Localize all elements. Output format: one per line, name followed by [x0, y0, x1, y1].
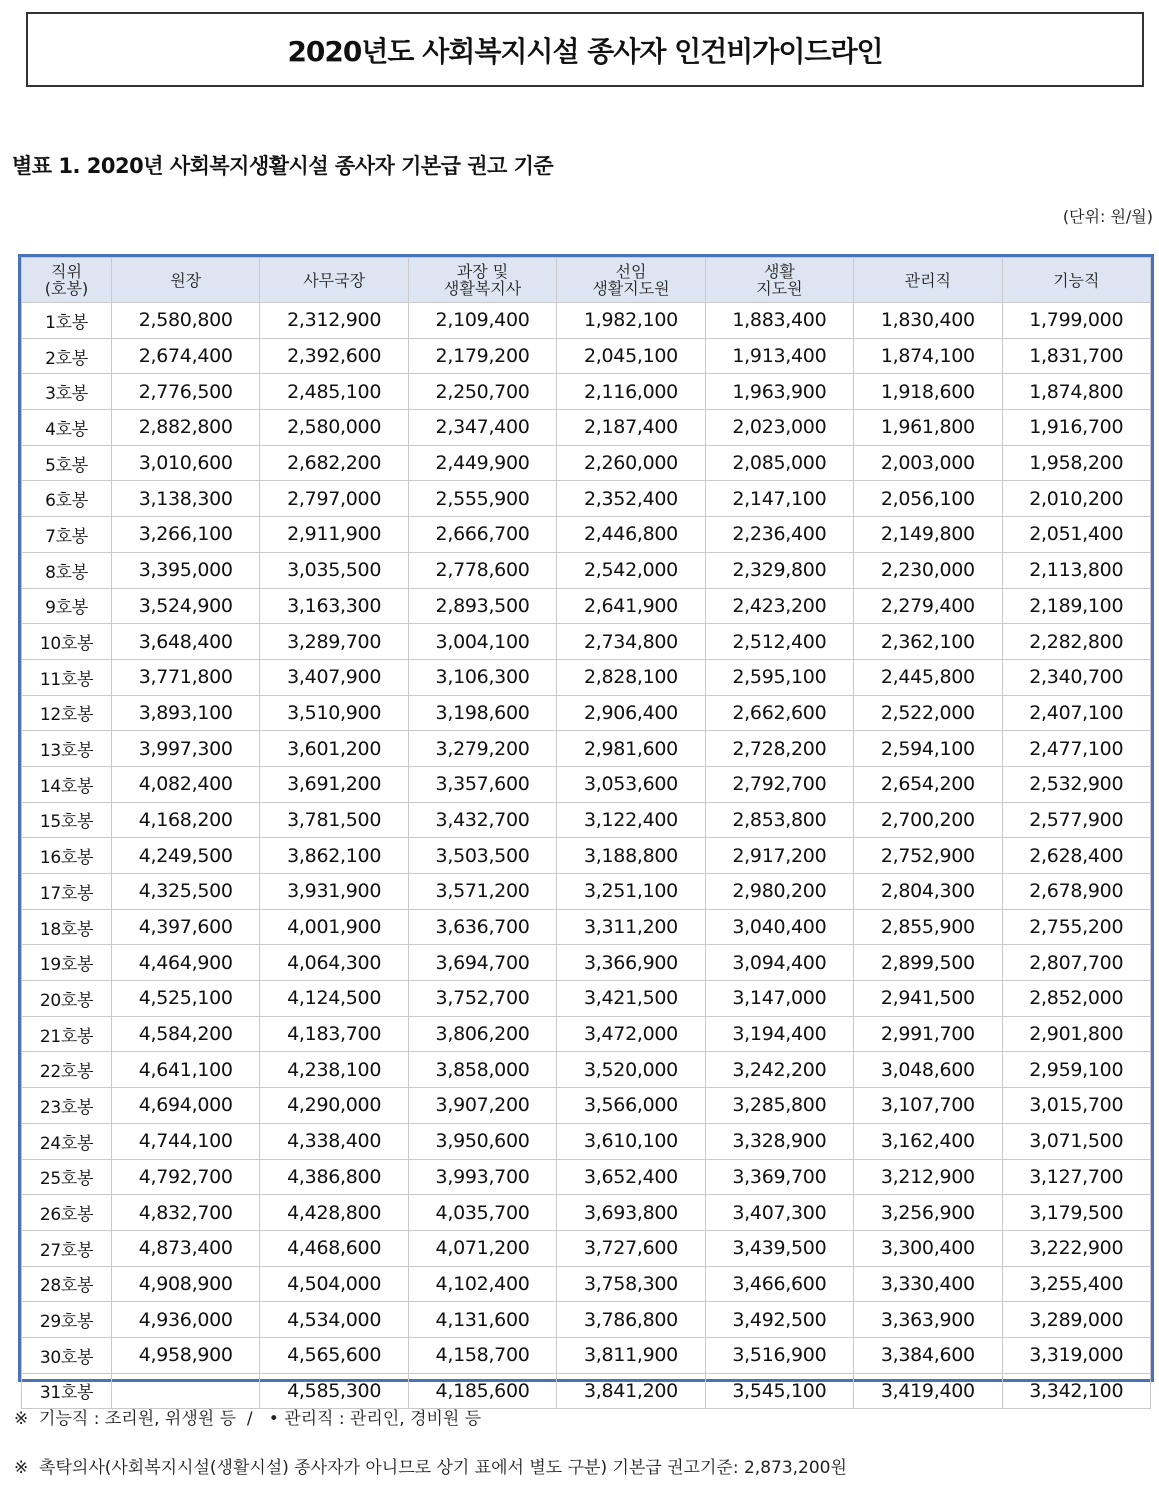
salary-cell: 2,804,300: [854, 874, 1002, 910]
salary-cell: 2,056,100: [854, 481, 1002, 517]
salary-cell: 3,127,700: [1002, 1159, 1150, 1195]
table-caption: 별표 1. 2020년 사회복지생활시설 종사자 기본급 권고 기준: [12, 154, 554, 178]
table-row: [22, 1159, 1151, 1195]
salary-cell: 4,185,600: [408, 1373, 556, 1409]
table-row: [22, 410, 1151, 446]
table-row: [22, 695, 1151, 731]
salary-cell: 3,194,400: [705, 1016, 853, 1052]
salary-cell: 4,325,500: [112, 874, 260, 910]
column-header: 과장 및 생활복지사: [408, 258, 556, 303]
table-row: [22, 374, 1151, 410]
salary-cell: 2,906,400: [557, 695, 705, 731]
salary-cell: 4,584,200: [112, 1016, 260, 1052]
salary-cell: 2,917,200: [705, 838, 853, 874]
salary-cell: 4,936,000: [112, 1302, 260, 1338]
grade-cell: 7호봉: [22, 517, 112, 553]
salary-cell: 4,035,700: [408, 1195, 556, 1231]
salary-cell: 4,792,700: [112, 1159, 260, 1195]
salary-cell: 4,585,300: [260, 1373, 408, 1409]
salary-cell: 4,124,500: [260, 981, 408, 1017]
salary-cell: 3,648,400: [112, 624, 260, 660]
salary-cell: 2,577,900: [1002, 802, 1150, 838]
salary-cell: 3,691,200: [260, 766, 408, 802]
salary-cell: 2,260,000: [557, 445, 705, 481]
salary-cell: 2,051,400: [1002, 517, 1150, 553]
table-row: [22, 624, 1151, 660]
salary-cell: 3,781,500: [260, 802, 408, 838]
unit-label: (단위: 원/월): [1062, 207, 1153, 226]
salary-cell: 3,993,700: [408, 1159, 556, 1195]
salary-cell: 3,366,900: [557, 945, 705, 981]
table-row: [22, 445, 1151, 481]
salary-cell: 3,198,600: [408, 695, 556, 731]
salary-cell: 1,982,100: [557, 303, 705, 339]
grade-cell: 31호봉: [22, 1373, 112, 1409]
table-row: [22, 552, 1151, 588]
salary-cell: 4,873,400: [112, 1230, 260, 1266]
grade-cell: 15호봉: [22, 802, 112, 838]
salary-cell: 2,542,000: [557, 552, 705, 588]
salary-cell: 4,338,400: [260, 1123, 408, 1159]
table-row: [22, 945, 1151, 981]
table-row: [22, 1266, 1151, 1302]
salary-cell: 2,797,000: [260, 481, 408, 517]
salary-cell: 3,432,700: [408, 802, 556, 838]
salary-cell: 2,045,100: [557, 338, 705, 374]
grade-cell: 13호봉: [22, 731, 112, 767]
grade-cell: 10호봉: [22, 624, 112, 660]
salary-cell: 4,908,900: [112, 1266, 260, 1302]
salary-cell: 2,752,900: [854, 838, 1002, 874]
grade-cell: 4호봉: [22, 410, 112, 446]
salary-cell: 2,853,800: [705, 802, 853, 838]
salary-cell: 2,023,000: [705, 410, 853, 446]
salary-cell: 2,477,100: [1002, 731, 1150, 767]
salary-cell: 2,580,000: [260, 410, 408, 446]
salary-cell: 3,328,900: [705, 1123, 853, 1159]
salary-cell: 2,147,100: [705, 481, 853, 517]
salary-cell: 2,654,200: [854, 766, 1002, 802]
grade-cell: 9호봉: [22, 588, 112, 624]
salary-cell: 2,446,800: [557, 517, 705, 553]
salary-cell: 4,641,100: [112, 1052, 260, 1088]
salary-cell: 3,407,900: [260, 659, 408, 695]
salary-cell: 2,512,400: [705, 624, 853, 660]
salary-cell: 3,610,100: [557, 1123, 705, 1159]
grade-cell: 12호봉: [22, 695, 112, 731]
salary-cell: 3,503,500: [408, 838, 556, 874]
salary-cell: 3,357,600: [408, 766, 556, 802]
column-header: 사무국장: [260, 258, 408, 303]
salary-cell: 1,831,700: [1002, 338, 1150, 374]
salary-cell: 4,001,900: [260, 909, 408, 945]
salary-cell: 2,991,700: [854, 1016, 1002, 1052]
salary-cell: 4,102,400: [408, 1266, 556, 1302]
table-row: [22, 338, 1151, 374]
grade-cell: 30호봉: [22, 1337, 112, 1373]
salary-cell: 2,003,000: [854, 445, 1002, 481]
salary-cell: 2,807,700: [1002, 945, 1150, 981]
salary-cell: 3,636,700: [408, 909, 556, 945]
salary-cell: 2,279,400: [854, 588, 1002, 624]
salary-cell: 2,113,800: [1002, 552, 1150, 588]
salary-cell: 2,755,200: [1002, 909, 1150, 945]
salary-cell: 4,565,600: [260, 1337, 408, 1373]
salary-cell: 4,071,200: [408, 1230, 556, 1266]
salary-cell: 3,256,900: [854, 1195, 1002, 1231]
grade-cell: 27호봉: [22, 1230, 112, 1266]
salary-cell: 3,752,700: [408, 981, 556, 1017]
salary-cell: 2,189,100: [1002, 588, 1150, 624]
table-row: [22, 659, 1151, 695]
salary-cell: 4,238,100: [260, 1052, 408, 1088]
salary-cell: 3,094,400: [705, 945, 853, 981]
table-row: [22, 731, 1151, 767]
salary-cell: 1,961,800: [854, 410, 1002, 446]
salary-cell: 2,250,700: [408, 374, 556, 410]
salary-cell: 3,997,300: [112, 731, 260, 767]
column-header: 생활 지도원: [705, 258, 853, 303]
salary-cell: 3,289,700: [260, 624, 408, 660]
salary-cell: 3,545,100: [705, 1373, 853, 1409]
salary-cell: 3,516,900: [705, 1337, 853, 1373]
salary-cell: 2,662,600: [705, 695, 853, 731]
salary-cell: 3,472,000: [557, 1016, 705, 1052]
table-row: [22, 1230, 1151, 1266]
table-row: [22, 1123, 1151, 1159]
salary-cell: 2,109,400: [408, 303, 556, 339]
salary-cell: 2,776,500: [112, 374, 260, 410]
salary-cell: 1,883,400: [705, 303, 853, 339]
salary-cell: 2,532,900: [1002, 766, 1150, 802]
salary-cell: 3,188,800: [557, 838, 705, 874]
salary-cell: 3,806,200: [408, 1016, 556, 1052]
salary-cell: 2,179,200: [408, 338, 556, 374]
salary-cell: 1,958,200: [1002, 445, 1150, 481]
salary-cell: 2,595,100: [705, 659, 853, 695]
salary-cell: 2,312,900: [260, 303, 408, 339]
grade-cell: 24호봉: [22, 1123, 112, 1159]
salary-cell: 3,395,000: [112, 552, 260, 588]
salary-cell: 3,004,100: [408, 624, 556, 660]
salary-cell: 4,744,100: [112, 1123, 260, 1159]
salary-cell: 4,958,900: [112, 1337, 260, 1373]
grade-cell: 22호봉: [22, 1052, 112, 1088]
salary-cell: 2,340,700: [1002, 659, 1150, 695]
salary-cell: 3,053,600: [557, 766, 705, 802]
salary-cell: 3,071,500: [1002, 1123, 1150, 1159]
salary-cell: 3,106,300: [408, 659, 556, 695]
salary-cell: 2,674,400: [112, 338, 260, 374]
grade-cell: 19호봉: [22, 945, 112, 981]
salary-cell: 3,242,200: [705, 1052, 853, 1088]
salary-cell: 4,428,800: [260, 1195, 408, 1231]
salary-cell: 2,700,200: [854, 802, 1002, 838]
grade-cell: 6호봉: [22, 481, 112, 517]
salary-cell: 3,841,200: [557, 1373, 705, 1409]
salary-cell: 2,485,100: [260, 374, 408, 410]
salary-cell: 4,290,000: [260, 1088, 408, 1124]
salary-cell: 3,212,900: [854, 1159, 1002, 1195]
salary-cell: 2,445,800: [854, 659, 1002, 695]
salary-cell: 1,874,800: [1002, 374, 1150, 410]
grade-cell: 5호봉: [22, 445, 112, 481]
salary-cell: 4,183,700: [260, 1016, 408, 1052]
salary-cell: 3,330,400: [854, 1266, 1002, 1302]
column-header: 관리직: [854, 258, 1002, 303]
salary-cell: 2,149,800: [854, 517, 1002, 553]
salary-cell: 2,392,600: [260, 338, 408, 374]
salary-cell: 3,163,300: [260, 588, 408, 624]
salary-cell: 3,439,500: [705, 1230, 853, 1266]
salary-cell: 3,520,000: [557, 1052, 705, 1088]
salary-cell: 2,116,000: [557, 374, 705, 410]
salary-cell: 3,010,600: [112, 445, 260, 481]
column-header: 선임 생활지도원: [557, 258, 705, 303]
footnote-job-types: ※ 기능직 : 조리원, 위생원 등 / • 관리직 : 관리인, 경비원 등: [14, 1409, 482, 1429]
salary-cell: 2,352,400: [557, 481, 705, 517]
salary-cell: 2,522,000: [854, 695, 1002, 731]
salary-cell: 1,913,400: [705, 338, 853, 374]
salary-cell: 2,682,200: [260, 445, 408, 481]
salary-cell: 3,285,800: [705, 1088, 853, 1124]
salary-cell: 3,040,400: [705, 909, 853, 945]
grade-cell: 17호봉: [22, 874, 112, 910]
salary-cell: 2,641,900: [557, 588, 705, 624]
salary-cell: 2,941,500: [854, 981, 1002, 1017]
salary-cell: 3,107,700: [854, 1088, 1002, 1124]
salary-cell: 2,959,100: [1002, 1052, 1150, 1088]
salary-cell: 3,694,700: [408, 945, 556, 981]
salary-cell: 2,555,900: [408, 481, 556, 517]
salary-cell: 3,862,100: [260, 838, 408, 874]
salary-cell: 2,899,500: [854, 945, 1002, 981]
salary-cell: 3,035,500: [260, 552, 408, 588]
salary-cell: 1,799,000: [1002, 303, 1150, 339]
grade-cell: 29호봉: [22, 1302, 112, 1338]
salary-cell: 4,386,800: [260, 1159, 408, 1195]
salary-cell: 3,179,500: [1002, 1195, 1150, 1231]
salary-cell: 4,694,000: [112, 1088, 260, 1124]
footnote-doctor: ※ 촉탁의사(사회복지시설(생활시설) 종사자가 아니므로 상기 표에서 별도 구분) 기본급 권고기준: 2,873,200원: [14, 1458, 847, 1478]
salary-cell: 4,832,700: [112, 1195, 260, 1231]
table-row: [22, 909, 1151, 945]
table-row: [22, 766, 1151, 802]
salary-cell: 1,918,600: [854, 374, 1002, 410]
grade-cell: 23호봉: [22, 1088, 112, 1124]
salary-cell: 3,311,200: [557, 909, 705, 945]
table-row: [22, 1302, 1151, 1338]
salary-cell: 3,601,200: [260, 731, 408, 767]
salary-cell: 3,147,000: [705, 981, 853, 1017]
salary-cell: 1,916,700: [1002, 410, 1150, 446]
salary-cell: 3,858,000: [408, 1052, 556, 1088]
grade-cell: 21호봉: [22, 1016, 112, 1052]
table-row: [22, 1016, 1151, 1052]
salary-cell: 1,830,400: [854, 303, 1002, 339]
salary-cell: 1,874,100: [854, 338, 1002, 374]
salary-cell: 2,734,800: [557, 624, 705, 660]
salary-cell: 3,727,600: [557, 1230, 705, 1266]
salary-cell: 3,266,100: [112, 517, 260, 553]
salary-cell: 3,222,900: [1002, 1230, 1150, 1266]
salary-cell: 2,911,900: [260, 517, 408, 553]
grade-cell: 16호봉: [22, 838, 112, 874]
grade-cell: 14호봉: [22, 766, 112, 802]
table-header-row: [22, 258, 1151, 303]
salary-cell: 4,504,000: [260, 1266, 408, 1302]
table-row: [22, 517, 1151, 553]
salary-cell: 3,369,700: [705, 1159, 853, 1195]
table-row: [22, 802, 1151, 838]
salary-cell: 3,950,600: [408, 1123, 556, 1159]
column-header: 기능직: [1002, 258, 1150, 303]
salary-cell: 2,594,100: [854, 731, 1002, 767]
salary-cell: 3,407,300: [705, 1195, 853, 1231]
salary-cell: 3,758,300: [557, 1266, 705, 1302]
salary-cell: 3,811,900: [557, 1337, 705, 1373]
salary-cell: 3,289,000: [1002, 1302, 1150, 1338]
table-row: [22, 1337, 1151, 1373]
salary-cell: 4,525,100: [112, 981, 260, 1017]
grade-cell: 3호봉: [22, 374, 112, 410]
salary-cell: 3,907,200: [408, 1088, 556, 1124]
salary-cell: 4,397,600: [112, 909, 260, 945]
table-row: [22, 1195, 1151, 1231]
table-body: [22, 303, 1151, 1409]
salary-cell: 2,678,900: [1002, 874, 1150, 910]
column-header: 원장: [112, 258, 260, 303]
salary-table: [21, 257, 1151, 1409]
grade-cell: 25호봉: [22, 1159, 112, 1195]
salary-cell: 1,963,900: [705, 374, 853, 410]
salary-cell: 2,852,000: [1002, 981, 1150, 1017]
grade-cell: 1호봉: [22, 303, 112, 339]
salary-cell: 3,419,400: [854, 1373, 1002, 1409]
salary-cell: 2,882,800: [112, 410, 260, 446]
table-row: [22, 1088, 1151, 1124]
salary-cell: 2,187,400: [557, 410, 705, 446]
title-box: [26, 12, 1144, 87]
salary-cell: 2,580,800: [112, 303, 260, 339]
salary-cell: 3,571,200: [408, 874, 556, 910]
salary-cell: 4,468,600: [260, 1230, 408, 1266]
salary-cell: 2,347,400: [408, 410, 556, 446]
salary-cell: 4,249,500: [112, 838, 260, 874]
salary-cell: 3,138,300: [112, 481, 260, 517]
salary-cell: 2,893,500: [408, 588, 556, 624]
salary-cell: 3,162,400: [854, 1123, 1002, 1159]
salary-cell: 2,666,700: [408, 517, 556, 553]
salary-cell: 3,279,200: [408, 731, 556, 767]
table-row: [22, 838, 1151, 874]
salary-cell: 3,693,800: [557, 1195, 705, 1231]
salary-cell: 4,082,400: [112, 766, 260, 802]
salary-cell: 2,010,200: [1002, 481, 1150, 517]
document-title: 2020년도 사회복지시설 종사자 인건비가이드라인: [287, 34, 883, 68]
salary-cell: 3,122,400: [557, 802, 705, 838]
salary-cell: 2,980,200: [705, 874, 853, 910]
salary-cell: 2,423,200: [705, 588, 853, 624]
salary-cell: 3,015,700: [1002, 1088, 1150, 1124]
grade-cell: 18호봉: [22, 909, 112, 945]
column-header: 직위 (호봉): [22, 258, 112, 303]
salary-cell: 2,329,800: [705, 552, 853, 588]
table-row: [22, 874, 1151, 910]
salary-cell: 3,466,600: [705, 1266, 853, 1302]
salary-cell: 3,363,900: [854, 1302, 1002, 1338]
salary-cell: 3,319,000: [1002, 1337, 1150, 1373]
salary-cell: 3,300,400: [854, 1230, 1002, 1266]
salary-cell: 4,064,300: [260, 945, 408, 981]
grade-cell: 28호봉: [22, 1266, 112, 1302]
grade-cell: 11호봉: [22, 659, 112, 695]
salary-cell: 3,492,500: [705, 1302, 853, 1338]
salary-cell: 2,855,900: [854, 909, 1002, 945]
salary-cell: 2,792,700: [705, 766, 853, 802]
salary-cell: 3,251,100: [557, 874, 705, 910]
salary-cell: 2,449,900: [408, 445, 556, 481]
salary-cell: 2,828,100: [557, 659, 705, 695]
salary-cell: 3,786,800: [557, 1302, 705, 1338]
salary-cell: 2,282,800: [1002, 624, 1150, 660]
salary-cell: 3,524,900: [112, 588, 260, 624]
salary-cell: 2,728,200: [705, 731, 853, 767]
salary-cell: 4,158,700: [408, 1337, 556, 1373]
salary-cell: 3,421,500: [557, 981, 705, 1017]
salary-cell: 2,981,600: [557, 731, 705, 767]
table-row: [22, 981, 1151, 1017]
salary-cell: 4,168,200: [112, 802, 260, 838]
salary-cell: 2,085,000: [705, 445, 853, 481]
salary-cell: 2,230,000: [854, 552, 1002, 588]
salary-cell: 3,652,400: [557, 1159, 705, 1195]
grade-cell: 20호봉: [22, 981, 112, 1017]
salary-cell: 2,778,600: [408, 552, 556, 588]
salary-cell: 2,628,400: [1002, 838, 1150, 874]
salary-cell: 3,893,100: [112, 695, 260, 731]
table-row: [22, 1052, 1151, 1088]
grade-cell: 26호봉: [22, 1195, 112, 1231]
table-row: [22, 481, 1151, 517]
salary-cell: 3,566,000: [557, 1088, 705, 1124]
salary-cell: 2,407,100: [1002, 695, 1150, 731]
salary-cell: 4,131,600: [408, 1302, 556, 1338]
salary-cell: 3,048,600: [854, 1052, 1002, 1088]
salary-cell: 3,384,600: [854, 1337, 1002, 1373]
salary-cell: 3,255,400: [1002, 1266, 1150, 1302]
salary-cell: 2,362,100: [854, 624, 1002, 660]
salary-cell: 4,464,900: [112, 945, 260, 981]
salary-cell: 4,534,000: [260, 1302, 408, 1338]
salary-cell: 2,901,800: [1002, 1016, 1150, 1052]
grade-cell: 8호봉: [22, 552, 112, 588]
salary-cell: 3,342,100: [1002, 1373, 1150, 1409]
salary-cell: 3,931,900: [260, 874, 408, 910]
salary-cell: 2,236,400: [705, 517, 853, 553]
salary-cell: 3,771,800: [112, 659, 260, 695]
salary-cell: 3,510,900: [260, 695, 408, 731]
table-row: [22, 588, 1151, 624]
salary-table-frame: [18, 254, 1154, 1404]
table-row: [22, 303, 1151, 339]
grade-cell: 2호봉: [22, 338, 112, 374]
